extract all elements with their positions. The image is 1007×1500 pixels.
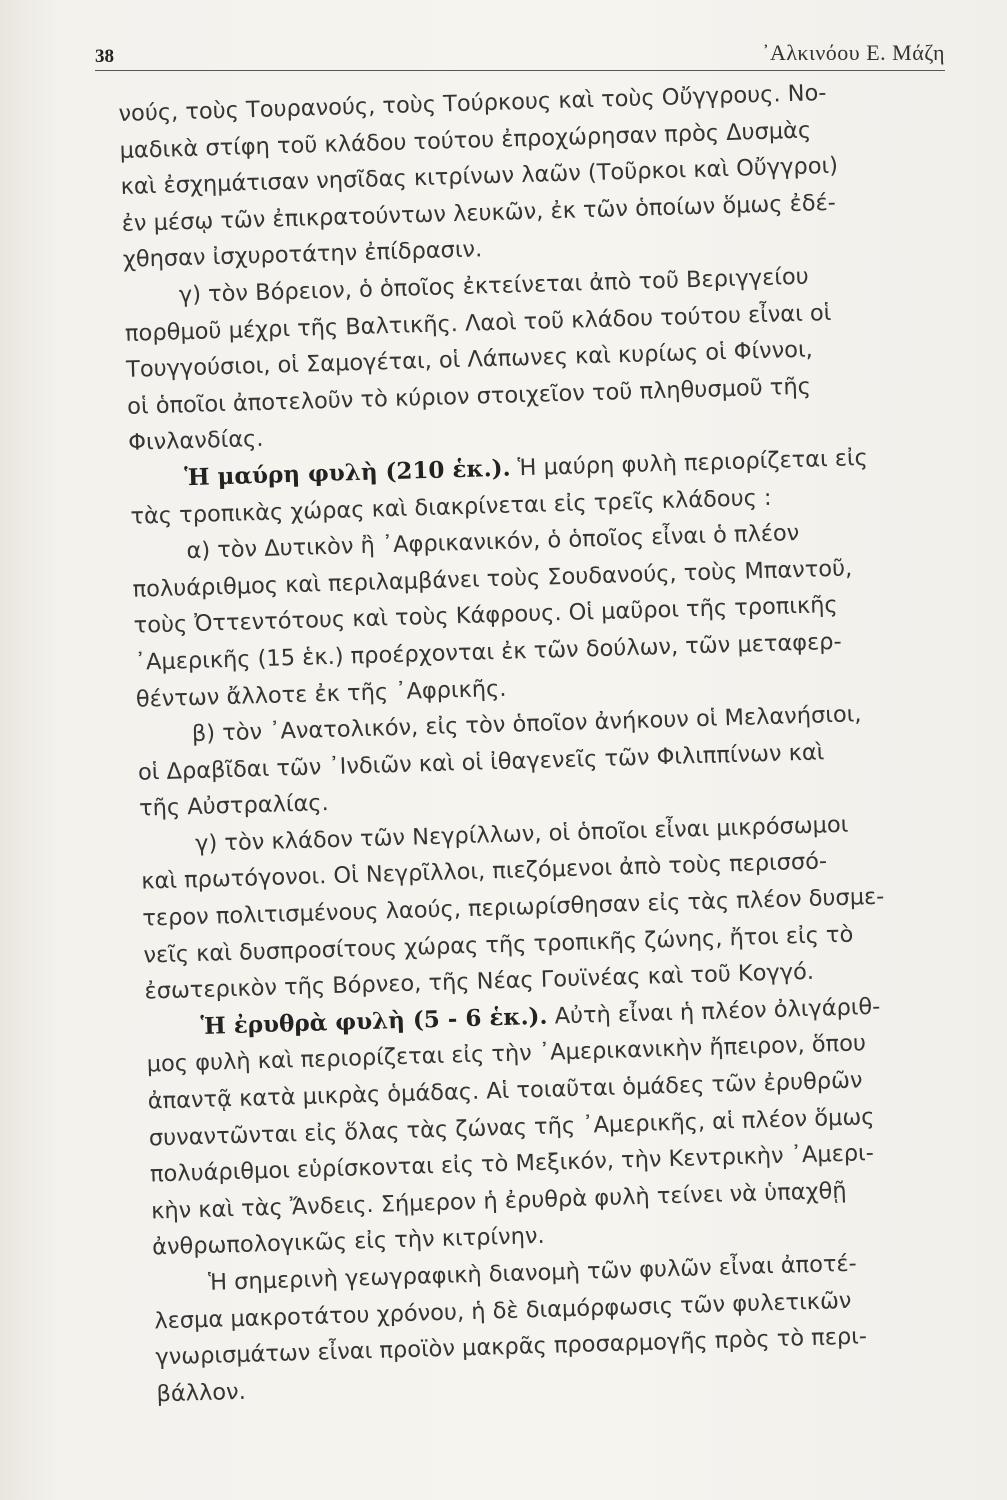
page-number: 38 — [95, 46, 114, 67]
paragraph — [118, 71, 968, 279]
paragraph — [140, 802, 990, 1010]
line-text: Αὐτὴ εἶναι ἡ πλέον ὀλιγάριθ- — [547, 993, 881, 1030]
line-text: Τουγγούσιοι, οἱ Σαμογέται, οἱ Λάπωνες καὶ κυρίως οἱ Φίννοι, — [125, 336, 814, 384]
body-text — [118, 71, 1002, 1413]
page-header — [95, 28, 945, 71]
line-text: Φινλανδίας. — [127, 426, 264, 457]
paragraph — [153, 1241, 1002, 1412]
line-text: νούς, τοὺς Τουρανούς, τοὺς Τούρκους καὶ τοὺς Οὔγγρους. Νο- — [118, 79, 827, 127]
line-text: β) τὸν ᾿Ανατολικόν, εἰς τὸν ὁποῖον ἀνήκουν οἱ Μελανήσιοι, — [191, 701, 862, 748]
line-text: χθησαν ἰσχυροτάτην ἐπίδρασιν. — [122, 236, 483, 274]
line-text: τερον πολιτισμένους λαούς, περιωρίσθησαν εἰς τὰς πλέον δυσμε- — [142, 883, 885, 932]
paragraph — [145, 985, 997, 1266]
line-text: πορθμοῦ μέχρι τῆς Βαλτικῆς. Λαοὶ τοῦ κλάδου τούτου εἶναι οἱ — [124, 299, 832, 347]
line-text: ἀνθρωπολογικῶς εἰς τὴν κιτρίνην. — [151, 1223, 546, 1261]
line-text: Ἡ μαύρη φυλὴ περιορίζεται εἰς — [510, 444, 869, 482]
line-text: καὶ ἐσχημάτισαν νησῖδας κιτρίνων λαῶν (Τοῦρκοι καὶ Οὔγγροι) — [120, 152, 839, 201]
line-text: γ) τὸν κλάδον τῶν Νεγρίλλων, οἱ ὁποῖοι εἶναι μικρόσωμοι — [194, 811, 849, 857]
line-text: μαδικὰ στίφη τοῦ κλάδου τούτου ἐπροχώρησαν πρὸς Δυσμὰς — [119, 117, 812, 164]
line-text: συναντῶνται εἰς ὅλας τὰς ζώνας τῆς ᾿Αμερικῆς, αἱ πλέον ὅμως — [148, 1103, 875, 1152]
line-text: τῆς Αὐστραλίας. — [138, 790, 330, 822]
line-text: γ) τὸν Βόρειον, ὁ ὁποῖος ἐκτείνεται ἀπὸ τοῦ Βεριγγείου — [178, 263, 810, 309]
line-text: οἱ ὁποῖοι ἀποτελοῦν τὸ κύριον στοιχεῖον τοῦ πληθυσμοῦ τῆς — [126, 373, 812, 420]
line-text: πολυάριθμος καὶ περιλαμβάνει τοὺς Σουδανούς, τοὺς Μπαντοῦ, — [132, 555, 853, 603]
line-text: ᾿Αμερικῆς (15 ἑκ.) προέρχονται ἐκ τῶν δούλων, τῶν μεταφερ- — [134, 628, 843, 676]
line-text: ἐν μέσῳ τῶν ἐπικρατούντων λευκῶν, ἐκ τῶν ὁποίων ὅμως ἐδέ- — [121, 189, 837, 237]
line-text: ἀπαντᾷ κατὰ μικρὰς ὁμάδας. Αἱ τοιαῦται ὁμάδες τῶν ἐρυθρῶν — [147, 1067, 863, 1115]
line-text: νεῖς καὶ δυσπροσίτους χώρας τῆς τροπικῆς ζώνης, ἤτοι εἰς τὸ — [143, 921, 854, 969]
line-text: θέντων ἄλλοτε ἐκ τῆς ᾿Αφρικῆς. — [135, 675, 507, 713]
line-text: κὴν καὶ τὰς Ἄνδεις. Σήμερον ἡ ἐρυθρὰ φυλὴ τείνει νὰ ὑπαχθῇ — [150, 1177, 847, 1225]
line-text: ἐσωτερικὸν τῆς Βόρνεο, τῆς Νέας Γουϊνέας καὶ τοῦ Κογγό. — [144, 958, 815, 1005]
paragraph — [131, 510, 981, 718]
section-lead-heading: Ἡ μαύρη φυλὴ (210 ἑκ.). — [183, 454, 511, 492]
line-text: οἱ Δραβῖδαι τῶν ᾿Ινδιῶν καὶ οἱ ἰθαγενεῖς τῶν Φιλιππίνων καὶ — [137, 739, 825, 786]
line-text: καὶ πρωτόγονοι. Οἱ Νεγρῖλλοι, πιεζόμενοι ἀπὸ τοὺς περισσό- — [140, 848, 828, 896]
line-text: γνωρισμάτων εἶναι προϊὸν μακρᾶς προσαρμογῆς πρὸς τὸ περι- — [155, 1323, 868, 1371]
line-text: τὰς τροπικὰς χώρας καὶ διακρίνεται εἰς τρεῖς κλάδους : — [130, 484, 772, 530]
line-text: Ἡ σημερινὴ γεωγραφικὴ διανομὴ τῶν φυλῶν εἶναι ἀποτέ- — [207, 1250, 858, 1296]
line-text: α) τὸν Δυτικὸν ἢ ᾿Αφρικανικόν, ὁ ὁποῖος εἶναι ὁ πλέον — [186, 520, 800, 565]
line-text: λεσμα μακροτάτου χρόνου, ἡ δὲ διαμόρφωσις τῶν φυλετικῶν — [153, 1287, 852, 1335]
line-text: πολυάριθμοι εὑρίσκονται εἰς τὸ Μεξικόν, τὴν Κεντρικὴν ᾿Αμερι- — [149, 1140, 875, 1188]
running-title: ᾿Αλκινόου Ε. Μάζη — [762, 40, 945, 65]
section-lead-heading: Ἡ ἐρυθρὰ φυλὴ (5 - 6 ἑκ.). — [200, 1002, 548, 1040]
line-text: βάλλον. — [156, 1378, 247, 1408]
paragraph — [123, 254, 973, 462]
line-text: μος φυλὴ καὶ περιορίζεται εἰς τὴν ᾿Αμερικανικὴν ἤπειρον, ὅπου — [146, 1030, 867, 1079]
line-text: τοὺς Ὀττεντότους καὶ τοὺς Κάφρους. Οἱ μαῦροι τῆς τροπικῆς — [133, 592, 839, 640]
